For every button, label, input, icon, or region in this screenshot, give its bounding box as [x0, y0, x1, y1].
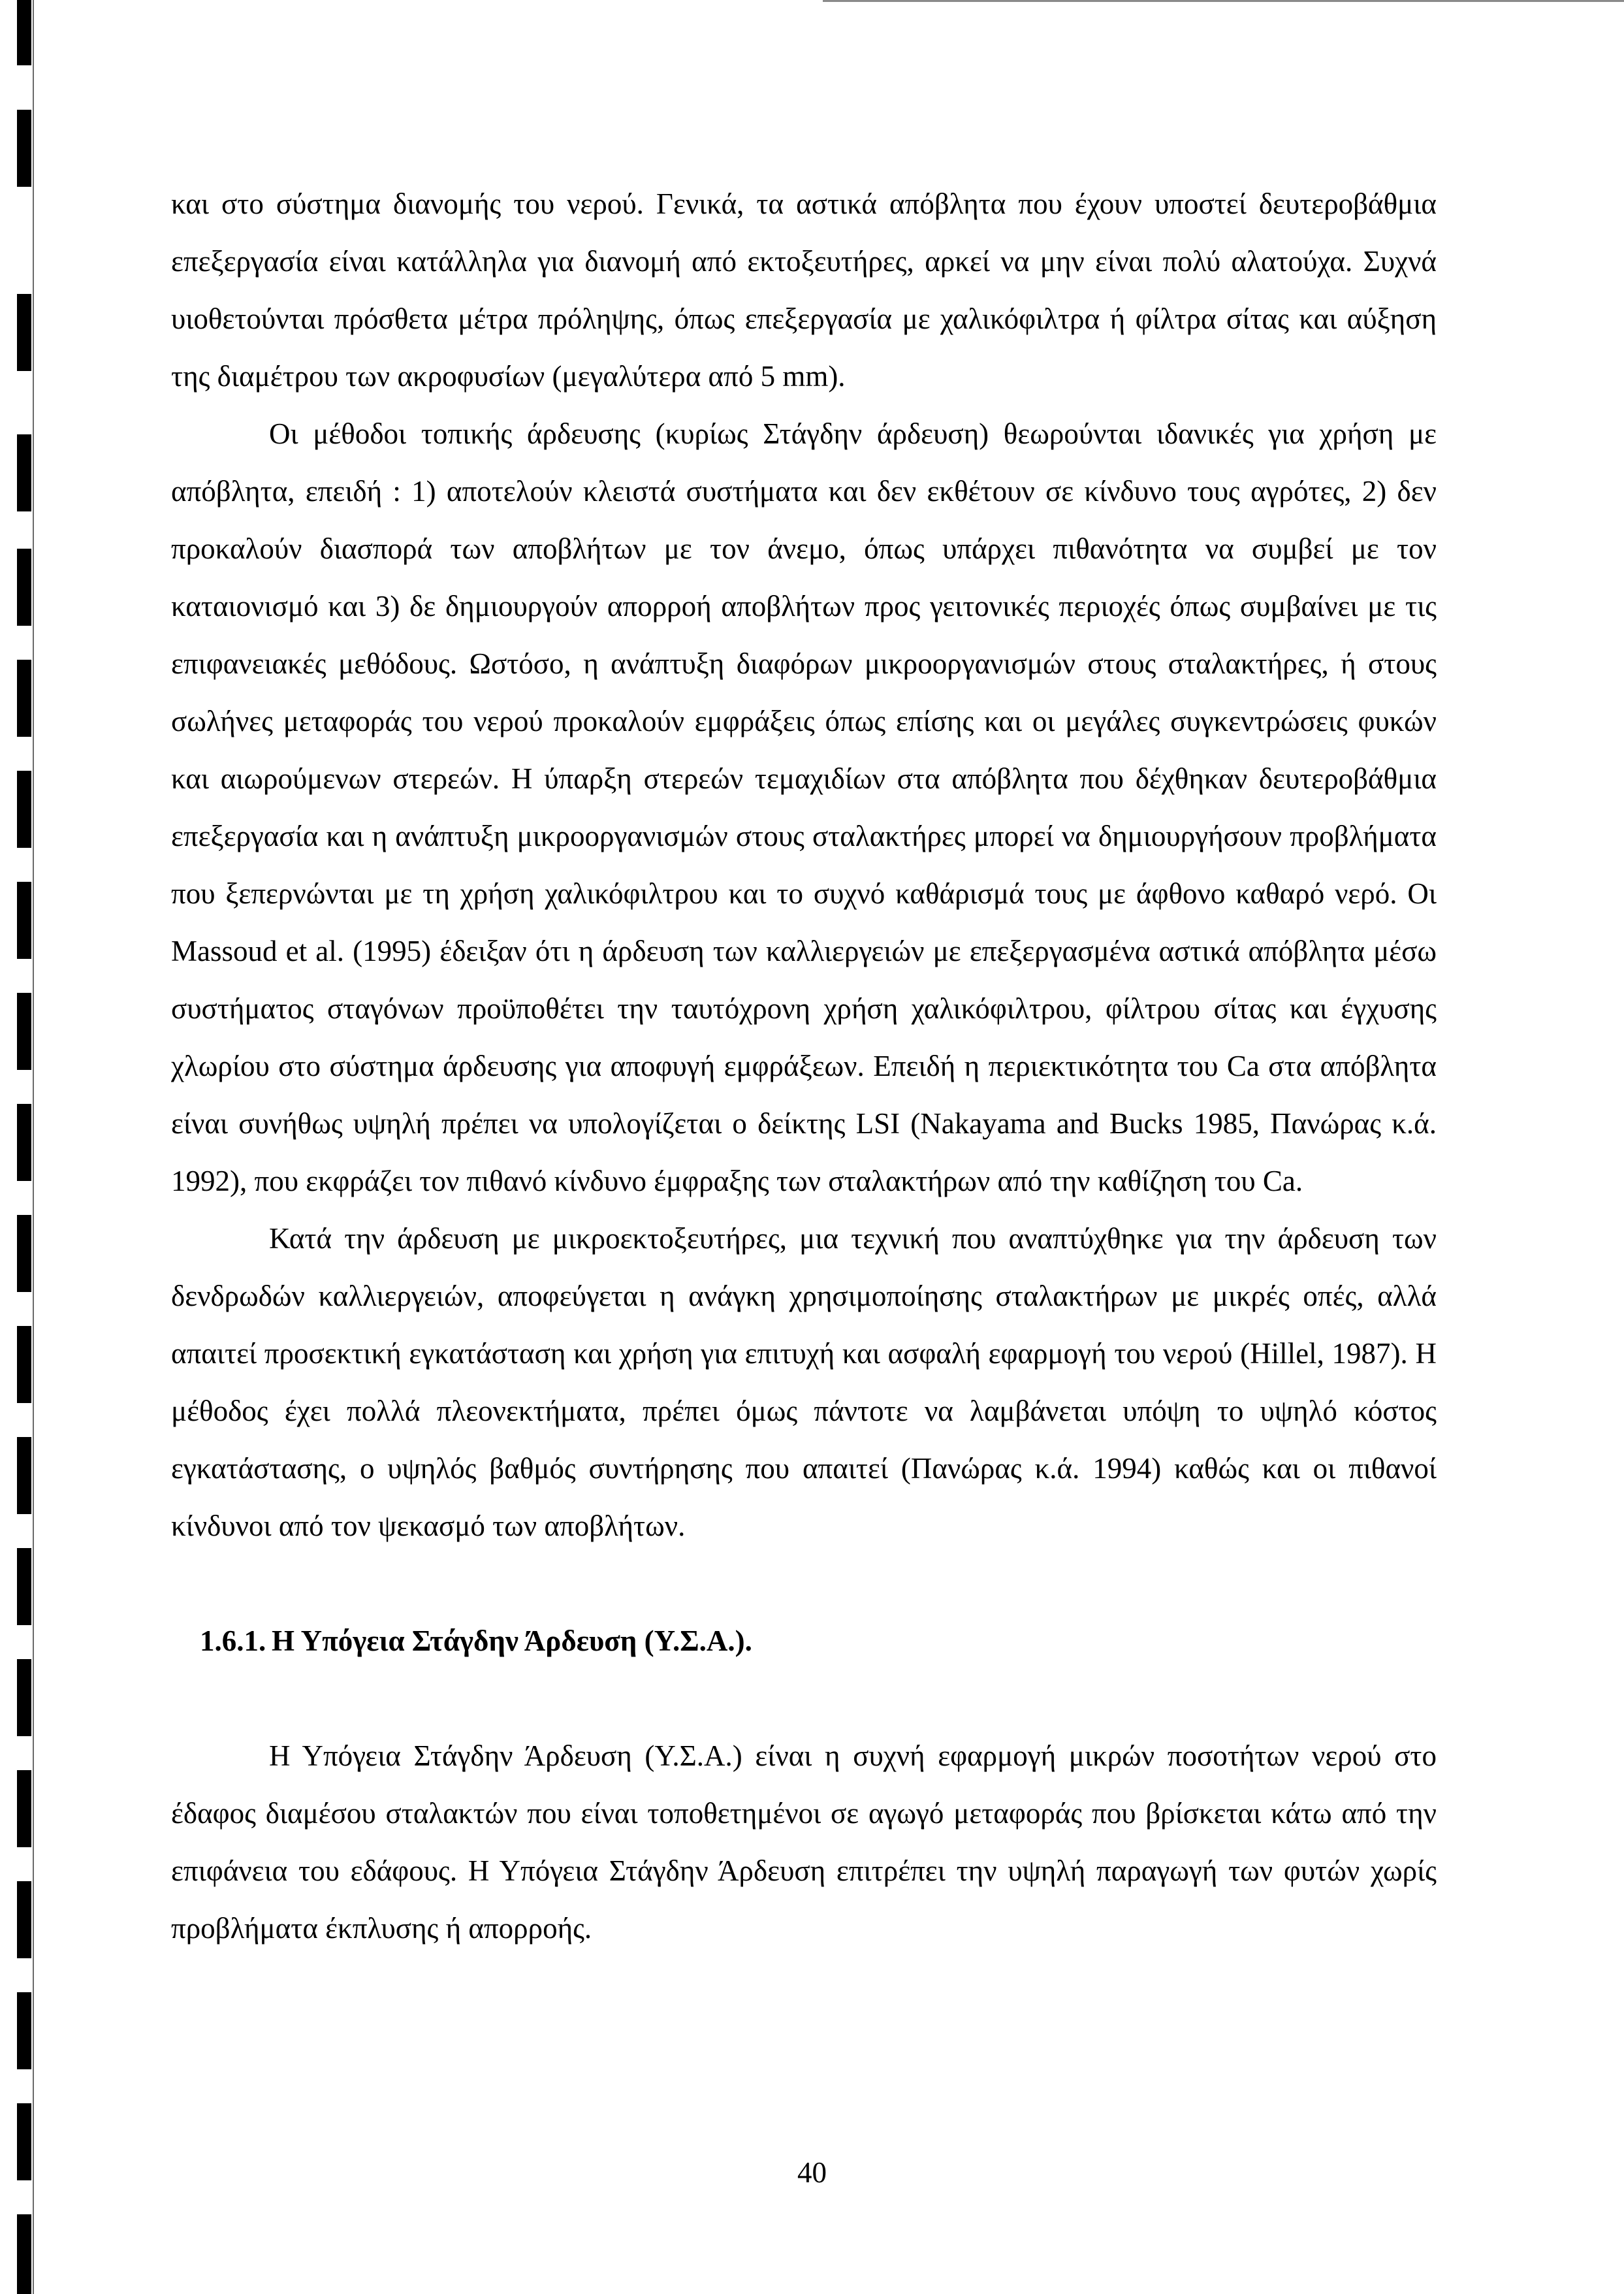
page-body — [171, 175, 1437, 1957]
binding-mark — [17, 993, 31, 1070]
binding-mark — [17, 1770, 31, 1847]
body-paragraph: και στο σύστημα διανομής του νερού. Γενικά, τα αστικά απόβλητα που έχουν υποστεί δευτεροβάθμια επεξεργασία είναι κατάλληλα για διανομή από εκτοξευτήρες, αρκεί να μην είναι πολύ αλατούχα. Συχνά υιοθετούνται πρόσθετα μέτρα πρόληψης, όπως επεξεργασία με χαλικόφιλτρα ή φίλτρα σίτας και αύξηση της διαμέτρου των ακροφυσίων (μεγαλύτερα από 5 mm). — [171, 187, 1437, 393]
binding-mark — [17, 771, 31, 848]
binding-mark — [17, 1881, 31, 1958]
paragraph-gap — [171, 1555, 1437, 1612]
binding-mark — [17, 1437, 31, 1514]
binding-mark — [17, 882, 31, 959]
binding-mark — [17, 1104, 31, 1181]
binding-mark — [17, 1548, 31, 1625]
section-title: Η Υπόγεια Στάγδην Άρδευση (Υ.Σ.Α.). — [272, 1624, 752, 1657]
page-number: 40 — [797, 2156, 827, 2189]
binding-mark — [17, 2214, 31, 2294]
body-paragraph: Οι μέθοδοι τοπικής άρδευσης (κυρίως Στάγδην άρδευση) θεωρούνται ιδανικές για χρήση με απόβλητα, επειδή : 1) αποτελούν κλειστά συστήματα και δεν εκθέτουν σε κίνδυνο τους αγρότες, 2) δεν προκαλούν διασπορά των αποβλήτων με τον άνεμο, όπως υπάρχει πιθανότητα να συμβεί με τον καταιονισμό και 3) δε δημιουργούν απορροή αποβλήτων προς γειτονικές περιοχές όπως συμβαίνει με τις επιφανειακές μεθόδους. Ωστόσο, η ανάπτυξη διαφόρων μικροοργανισμών στους σταλακτήρες, ή στους σωλήνες μεταφοράς του νερού προκαλούν εμφράξεις όπως επίσης και οι μεγάλες συγκεντρώσεις φυκών και αιωρούμενων στερεών. Η ύπαρξη στερεών τεμαχιδίων στα απόβλητα που δέχθηκαν δευτεροβάθμια επεξεργασία και η ανάπτυξη μικροοργανισμών στους σταλακτήρες μπορεί να δημιουργήσουν προβλήματα που ξεπερνώνται με τη χρήση χαλικόφιλτρου και το συχνό καθάρισμά τους με άφθονο καθαρό νερό. Οι Massoud et al. (1995) έδειξαν ότι η άρδευση των καλλιεργειών με επεξεργασμένα αστικά απόβλητα μέσω συστήματος σταγόνων προϋποθέτει την ταυτόχρονη χρήση χαλικόφιλτρου, φίλτρου σίτας και έγχυσης χλωρίου στο σύστημα άρδευσης για αποφυγή εμφράξεων. Επειδή η περιεκτικότητα του Ca στα απόβλητα είναι συνήθως υψηλή πρέπει να υπολογίζεται ο δείκτης LSI (Nakayama and Bucks 1985, Πανώρας κ.ά. 1992), που εκφράζει τον πιθανό κίνδυνο έμφραξης των σταλακτήρων από την καθίζηση του Ca. — [171, 417, 1437, 1197]
binding-mark — [17, 1659, 31, 1736]
section-heading — [171, 1612, 1437, 1670]
body-paragraph: Κατά την άρδευση με μικροεκτοξευτήρες, μια τεχνική που αναπτύχθηκε για την άρδευση των δενδρωδών καλλιεργειών, αποφεύγεται η ανάγκη χρησιμοποίησης σταλακτήρων με μικρές οπές, αλλά απαιτεί προσεκτική εγκατάσταση και χρήση για επιτυχή και ασφαλή εφαρμογή του νερού (Hillel, 1987). Η μέθοδος έχει πολλά πλεονεκτήματα, πρέπει όμως πάντοτε να λαμβάνεται υπόψη το υψηλό κόστος εγκατάστασης, ο υψηλός βαθμός συντήρησης που απαιτεί (Πανώρας κ.ά. 1994) καθώς και οι πιθανοί κίνδυνοι από τον ψεκασμό των αποβλήτων. — [171, 1222, 1437, 1542]
binding-mark — [17, 0, 31, 65]
binding-edge-line — [33, 0, 34, 2294]
binding-mark — [17, 294, 31, 371]
section-number: 1.6.1. — [200, 1624, 266, 1657]
binding-mark — [17, 1215, 31, 1292]
body-paragraph: Η Υπόγεια Στάγδην Άρδευση (Υ.Σ.Α.) είναι η συχνή εφαρμογή μικρών ποσοτήτων νερού στο έδαφος διαμέσου σταλακτών που είναι τοποθετημένοι σε αγωγό μεταφοράς που βρίσκεται κάτω από την επιφάνεια του εδάφους. Η Υπόγεια Στάγδην Άρδευση επιτρέπει την υψηλή παραγωγή των φυτών χωρίς προβλήματα έκπλυσης ή απορροής. — [171, 1739, 1437, 1945]
binding-mark — [17, 660, 31, 737]
scan-binding-edge — [0, 0, 38, 2294]
binding-mark — [17, 1992, 31, 2069]
scan-top-rule — [823, 0, 1624, 2]
binding-mark — [17, 110, 31, 187]
binding-mark — [17, 549, 31, 626]
binding-mark — [17, 1326, 31, 1403]
heading-gap — [171, 1670, 1437, 1727]
binding-mark — [17, 434, 31, 511]
